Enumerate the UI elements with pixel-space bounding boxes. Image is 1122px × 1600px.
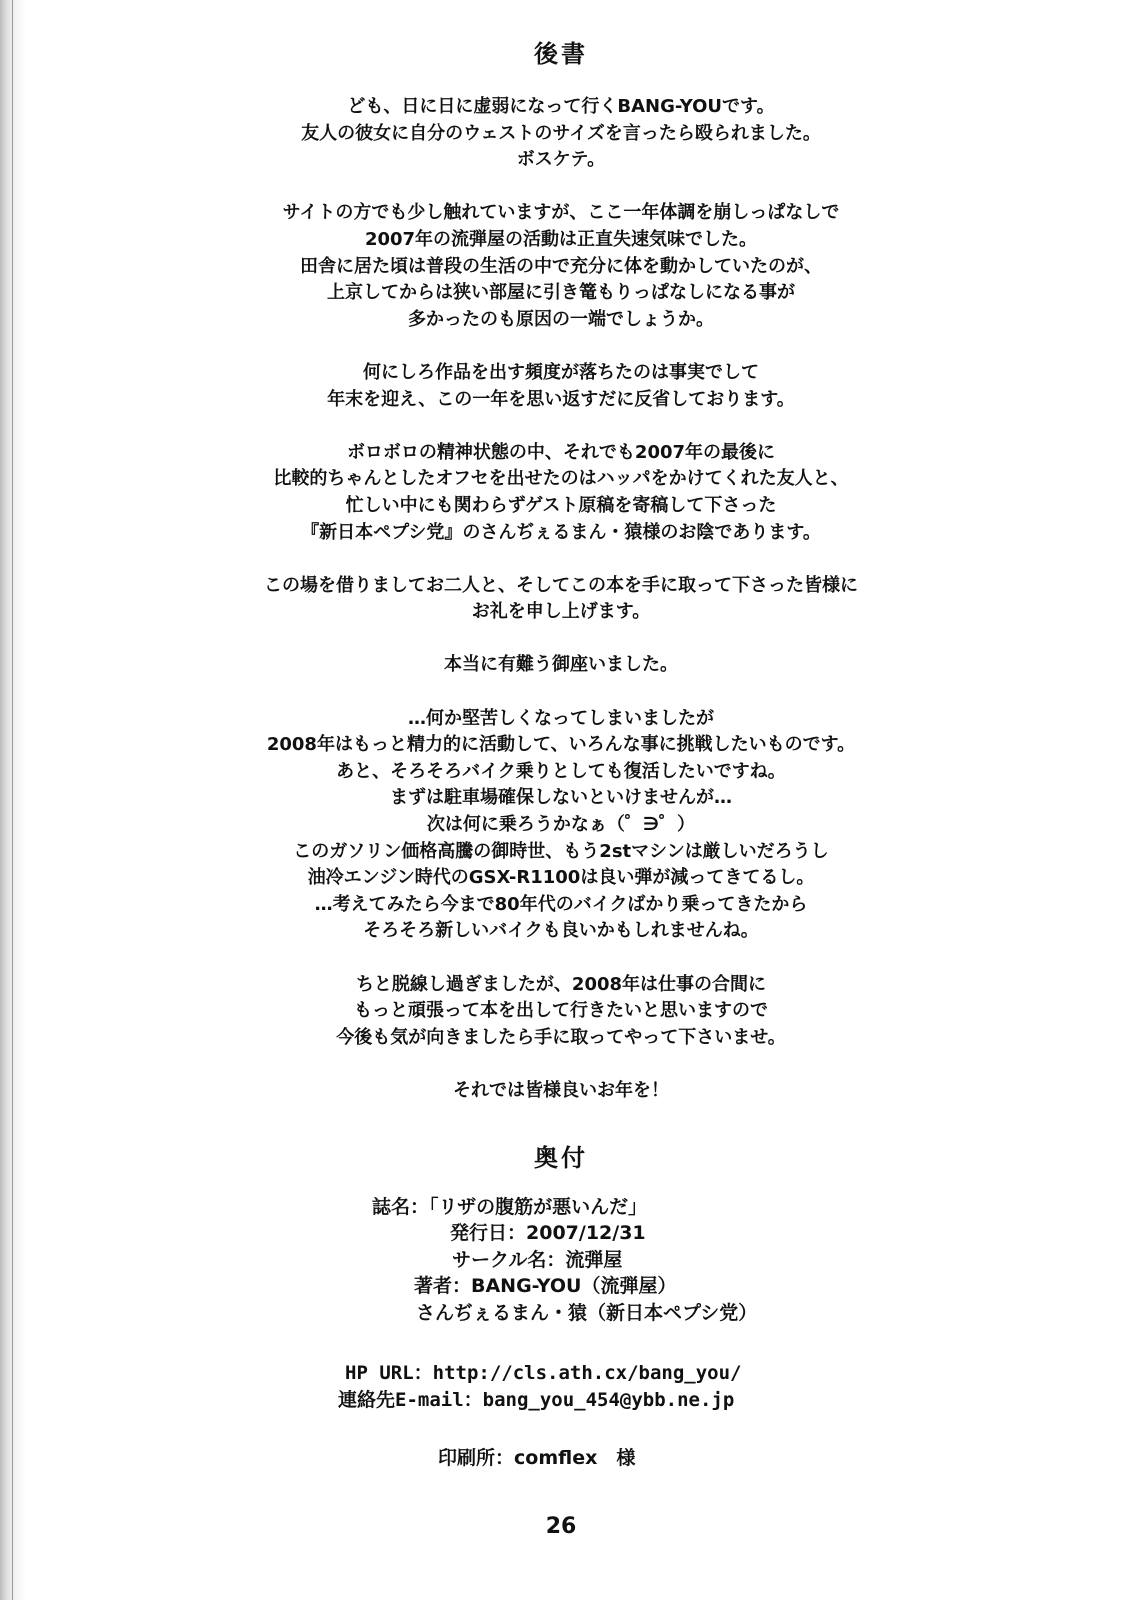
text-line: この場を借りましてお二人と、そしてこの本を手に取って下さった皆様に	[264, 574, 858, 596]
text-line: サイトの方でも少し触れていますが、ここ一年体調を崩しっぱなしで	[282, 202, 840, 224]
text-line: それでは皆様良いお年を！	[453, 1079, 669, 1101]
text-line: まずは駐車場確保しないといけませんが…	[390, 787, 732, 809]
colophon-guest: さんぢぇるまん・猿（新日本ペプシ党）	[416, 1302, 758, 1324]
colophon-title: 奥付	[534, 1144, 588, 1172]
text-line: 次は何に乗ろうかなぁ（゜∋゜）	[426, 814, 696, 836]
text-line: ちと脱線し過ぎましたが、2008年は仕事の合間に	[355, 973, 767, 995]
text-line: 今後も気が向きましたら手に取ってやって下さいませ。	[336, 1026, 786, 1048]
afterword-paragraph	[0, 360, 1122, 413]
afterword-paragraph	[0, 440, 1122, 546]
text-line: このガソリン価格高騰の御時世、もう2stマシンは厳しいだろうし	[293, 840, 829, 862]
colophon-author: 著者：BANG-YOU（流弾屋）	[414, 1275, 677, 1297]
text-line: ボスケテ。	[516, 149, 606, 171]
text-line: ども、日に日に虚弱になって行くBANG-YOUです。	[347, 96, 775, 117]
text-line: 上京してからは狭い部屋に引き篭もりっぱなしになる事が	[327, 282, 795, 304]
text-line: 友人の彼女に自分のウェストのサイズを言ったら殴られました。	[301, 122, 821, 144]
text-line: 年末を迎え、この一年を思い返すだに反省しております。	[327, 388, 795, 410]
text-line: 比較的ちゃんとしたオフセを出せたのはハッパをかけてくれた友人と、	[273, 468, 849, 490]
text-line: 2008年はもっと精力的に活動して、いろんな事に挑戦したいものです。	[266, 734, 856, 756]
text-line: 田舎に居た頃は普段の生活の中で充分に体を動かしていたのが、	[300, 255, 822, 277]
text-line: 油冷エンジン時代のGSX-R1100は良い弾が減ってきてるし。	[307, 867, 815, 889]
colophon-hp-url: HP URL：http://cls.ath.cx/bang_you/	[345, 1362, 742, 1384]
colophon-printer: 印刷所：comflex 様	[438, 1447, 636, 1469]
colophon-circle: サークル名：流弾屋	[452, 1249, 623, 1271]
page-number: 26	[545, 1514, 577, 1539]
afterword-paragraph	[0, 706, 1122, 945]
text-line: お礼を申し上げます。	[471, 601, 651, 623]
text-line: 本当に有難う御座いました。	[444, 654, 678, 676]
colophon-book-title: 誌名：「リザの腹筋が悪いんだ」	[372, 1196, 648, 1218]
afterword-title: 後書	[534, 40, 588, 68]
afterword-paragraph	[0, 1078, 1122, 1105]
text-line: 2007年の流弾屋の活動は正直失速気味でした。	[364, 228, 758, 250]
afterword-paragraph	[0, 200, 1122, 333]
text-line: 多かったのも原因の一端でしょうか。	[408, 308, 714, 330]
text-line: 忙しい中にも関わらずゲスト原稿を寄稿して下さった	[345, 494, 777, 516]
afterword-body	[0, 94, 1122, 1131]
afterword-paragraph	[0, 573, 1122, 626]
text-line: あと、そろそろバイク乗りとしても復活したいですね。	[336, 760, 786, 782]
text-line: 『新日本ペプシ党』のさんぢぇるまん・猿様のお陰であります。	[301, 521, 821, 543]
text-line: …何か堅苦しくなってしまいましたが	[408, 707, 714, 729]
colophon-email: 連絡先E-mail：bang_you_454@ybb.ne.jp	[338, 1389, 735, 1411]
text-line: 何にしろ作品を出す頻度が落ちたのは事実でして	[363, 361, 759, 383]
text-line: もっと頑張って本を出して行きたいと思いますので	[354, 1000, 768, 1022]
text-line: ボロボロの精神状態の中、それでも2007年の最後に	[346, 441, 776, 463]
text-line: そろそろ新しいバイクも良いかもしれませんね。	[363, 920, 759, 942]
colophon-issue-date: 発行日：2007/12/31	[450, 1222, 646, 1244]
text-line: …考えてみたら今まで80年代のバイクばかり乗ってきたから	[314, 893, 808, 915]
afterword-paragraph	[0, 652, 1122, 679]
afterword-paragraph	[0, 94, 1122, 174]
afterword-paragraph	[0, 972, 1122, 1052]
